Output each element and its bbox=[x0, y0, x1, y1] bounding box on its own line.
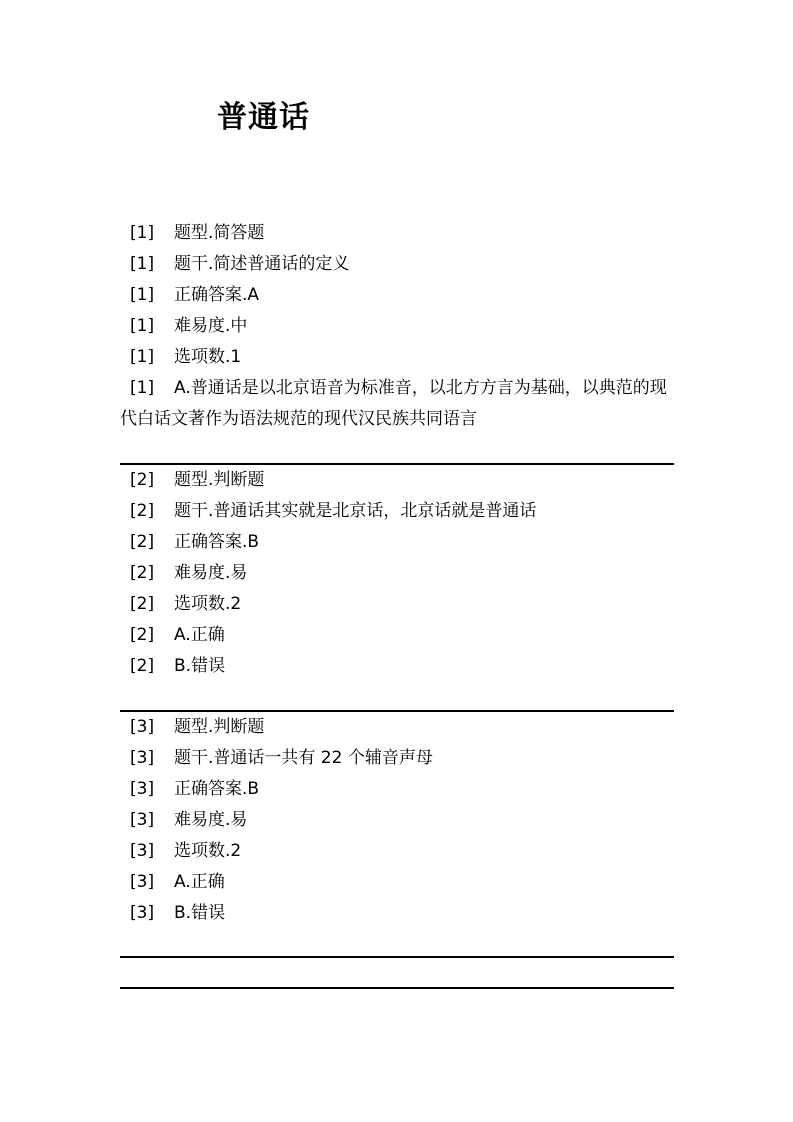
question-stem bbox=[120, 249, 674, 280]
question-answer-text: 正确答案.B bbox=[174, 532, 260, 552]
question-answer bbox=[120, 280, 674, 311]
question-difficulty bbox=[120, 311, 674, 342]
question-type bbox=[120, 465, 674, 496]
question-number: [1] bbox=[130, 285, 155, 305]
question-number: [2] bbox=[130, 625, 155, 645]
question-stem bbox=[120, 496, 674, 527]
question-answer bbox=[120, 774, 674, 805]
divider-rule bbox=[120, 956, 674, 958]
question-option-b bbox=[120, 898, 674, 929]
question-number: [3] bbox=[130, 841, 155, 861]
question-number: [1] bbox=[130, 378, 155, 398]
question-type-text: 题型.判断题 bbox=[174, 717, 265, 737]
question-answer-text: 正确答案.B bbox=[174, 779, 260, 799]
question-type bbox=[120, 218, 674, 249]
question-option-count bbox=[120, 342, 674, 373]
question-number: [2] bbox=[130, 563, 155, 583]
question-option-count-text: 选项数.1 bbox=[174, 347, 242, 367]
question-number: [2] bbox=[130, 470, 155, 490]
question-3 bbox=[120, 712, 674, 929]
question-option-b bbox=[120, 651, 674, 682]
question-option-b-text: B.错误 bbox=[174, 656, 226, 676]
document-title: 普通话 bbox=[217, 100, 310, 135]
question-option-a bbox=[120, 620, 674, 651]
question-option-b-text: B.错误 bbox=[174, 903, 226, 923]
question-number: [3] bbox=[130, 810, 155, 830]
question-option-count-text: 选项数.2 bbox=[174, 841, 242, 861]
question-difficulty-text: 难易度.中 bbox=[174, 316, 248, 336]
question-difficulty bbox=[120, 805, 674, 836]
question-option-count-text: 选项数.2 bbox=[174, 594, 242, 614]
question-number: [1] bbox=[130, 223, 155, 243]
question-difficulty bbox=[120, 558, 674, 589]
question-number: [3] bbox=[130, 717, 155, 737]
divider-rule bbox=[120, 987, 674, 989]
question-option-a-text: A.正确 bbox=[174, 625, 225, 645]
question-number: [3] bbox=[130, 903, 155, 923]
question-number: [2] bbox=[130, 656, 155, 676]
question-option-a bbox=[120, 373, 674, 435]
question-stem bbox=[120, 743, 674, 774]
question-answer-text: 正确答案.A bbox=[174, 285, 260, 305]
question-stem-text: 题干.普通话其实就是北京话，北京话就是普通话 bbox=[174, 501, 537, 521]
question-difficulty-text: 难易度.易 bbox=[174, 563, 248, 583]
question-stem-text: 题干.简述普通话的定义 bbox=[174, 254, 350, 274]
question-option-a-text: A.普通话是以北京语音为标准音，以北方方言为基础，以典范的现代白话文著作为语法规范的现代汉民族共同语言 bbox=[120, 378, 667, 429]
question-type-text: 题型.判断题 bbox=[174, 470, 265, 490]
question-option-count bbox=[120, 836, 674, 867]
question-option-a bbox=[120, 867, 674, 898]
question-number: [2] bbox=[130, 501, 155, 521]
question-answer bbox=[120, 527, 674, 558]
question-option-a-text: A.正确 bbox=[174, 872, 225, 892]
question-type-text: 题型.简答题 bbox=[174, 223, 265, 243]
question-stem-text: 题干.普通话一共有 22 个辅音声母 bbox=[174, 748, 433, 768]
question-number: [3] bbox=[130, 748, 155, 768]
question-difficulty-text: 难易度.易 bbox=[174, 810, 248, 830]
question-number: [1] bbox=[130, 347, 155, 367]
question-number: [3] bbox=[130, 779, 155, 799]
question-type bbox=[120, 712, 674, 743]
question-number: [2] bbox=[130, 532, 155, 552]
question-option-count bbox=[120, 589, 674, 620]
question-number: [2] bbox=[130, 594, 155, 614]
question-number: [3] bbox=[130, 872, 155, 892]
question-number: [1] bbox=[130, 254, 155, 274]
question-number: [1] bbox=[130, 316, 155, 336]
question-1 bbox=[120, 218, 674, 435]
question-2 bbox=[120, 465, 674, 682]
